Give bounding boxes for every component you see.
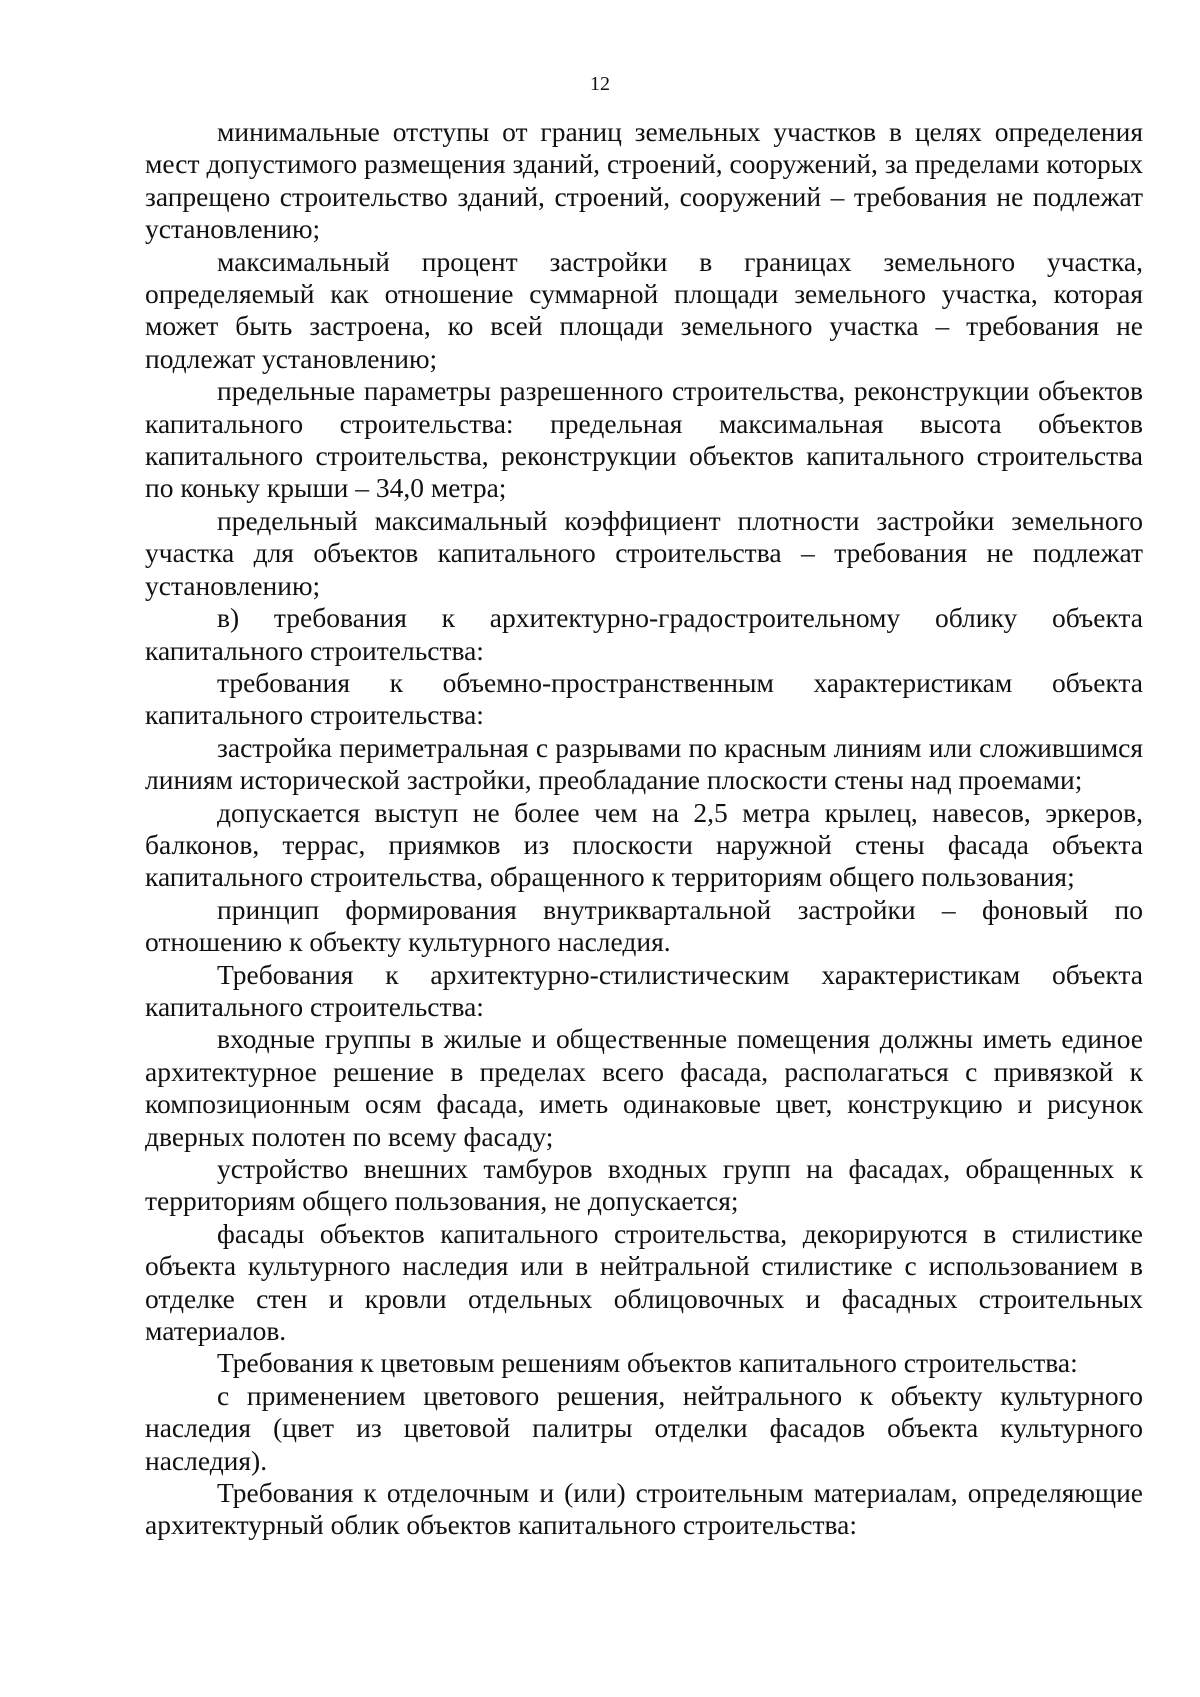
paragraph-materials-requirements: Требования к отделочным и (или) строительным материалам, определяющие архитектурный облик объектов капитального строительства: [145, 1477, 1143, 1541]
page-number: 12 [590, 73, 610, 95]
paragraph-entrance-groups: входные группы в жилые и общественные помещения должны иметь единое архитектурное решение в пределах всего фасада, располагаться с привязкой к композиционным осям фасада, иметь одинаковые цвет, конструкцию и рисунок дверных полотен по всему фасаду; [145, 1023, 1143, 1152]
paragraph-neutral-color: с применением цветового решения, нейтрального к объекту культурного наследия (цвет из цветовой палитры отделки фасадов объекта культурного наследия). [145, 1379, 1143, 1476]
paragraph-facade-decoration: фасады объектов капитального строительства, декорируются в стилистике объекта культурного наследия или в нейтральной стилистике с использованием в отделке стен и кровли отдельных облицовочных и фасадных строительных материалов. [145, 1217, 1143, 1347]
paragraph-color-requirements: Требования к цветовым решениям объектов капитального строительства: [217, 1347, 1078, 1379]
paragraph-external-vestibules: устройство внешних тамбуров входных групп на фасадах, обращенных к территориям общего пользования, не допускается; [145, 1153, 1143, 1217]
paragraph-min-setbacks: минимальные отступы от границ земельных участков в целях определения мест допустимого размещения зданий, строений, сооружений, за пределами которых запрещено строительство зданий, строений, сооружений – требования не подлежат установлению; [145, 116, 1143, 245]
paragraph-projection-allowance: допускается выступ не более чем на 2,5 метра крылец, навесов, эркеров, балконов, террас, приямков из плоскости наружной стены фасада объекта капитального строительства, обращенного к территориям общего пользования; [145, 796, 1143, 893]
paragraph-max-height: предельные параметры разрешенного строительства, реконструкции объектов капитального строительства: предельная максимальная высота объектов капитального строительства, реконструкции объектов капитального строительства по коньку крыши – 34,0 метра; [145, 375, 1143, 504]
paragraph-architectural-appearance: в) требования к архитектурно-градостроительному облику объекта капитального строительства: [145, 602, 1143, 666]
document-body [145, 116, 1143, 1542]
paragraph-volume-spatial-requirements: требования к объемно-пространственным характеристикам объекта капитального строительства: [145, 666, 1143, 731]
paragraph-stylistic-requirements: Требования к архитектурно-стилистическим характеристикам объекта капитального строительства: [145, 958, 1143, 1022]
paragraph-intra-block-principle: принцип формирования внутриквартальной застройки – фоновый по отношению к объекту культурного наследия. [145, 893, 1143, 958]
paragraph-perimeter-building: застройка периметральная с разрывами по красным линиям или сложившимся линиям исторической застройки, преобладание плоскости стены над проемами; [145, 731, 1143, 796]
paragraph-max-building-percent: максимальный процент застройки в границах земельного участка, определяемый как отношение суммарной площади земельного участка, которая может быть застроена, ко всей площади земельного участка – требования не подлежат установлению; [145, 245, 1143, 374]
paragraph-density-coefficient: предельный максимальный коэффициент плотности застройки земельного участка для объектов капитального строительства – требования не подлежат установлению; [145, 504, 1143, 601]
